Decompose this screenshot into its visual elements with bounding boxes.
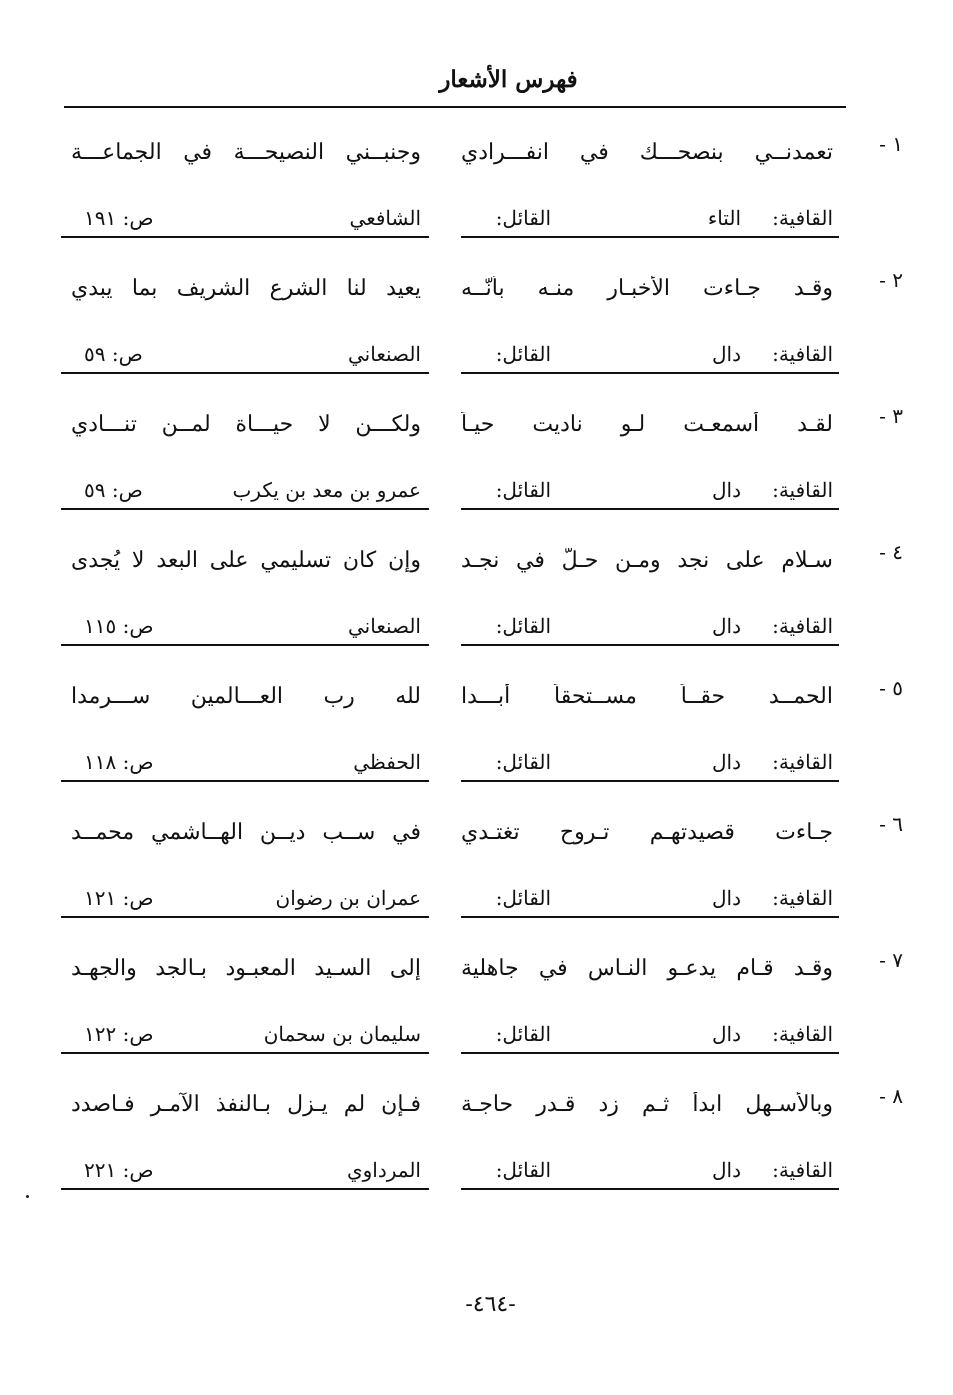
page-reference: ص: ٢٢١ [84, 1158, 154, 1182]
entry-divider-left [61, 644, 429, 646]
poet-label: القائل: [495, 1158, 551, 1182]
rhyme-label: القافية: [772, 206, 833, 230]
poem-entry [0, 808, 953, 944]
poet-name: سليمان بن سحمان [263, 1022, 421, 1046]
poet-label: القائل: [495, 750, 551, 774]
entry-number: ٧ - [879, 948, 903, 972]
page-reference: ص: ٥٩ [84, 342, 143, 366]
poet-label: القائل: [495, 478, 551, 502]
poet-name: المرداوي [346, 1158, 421, 1182]
page-reference: ص: ١٢٢ [84, 1022, 154, 1046]
poet-name: الصنعاني [347, 614, 421, 638]
entry-divider-right [461, 780, 839, 782]
rhyme-value: دال [712, 750, 741, 774]
entry-number: ٨ - [879, 1084, 903, 1108]
entry-number: ٤ - [879, 540, 903, 564]
rhyme-label: القافية: [772, 750, 833, 774]
page-title: فهرس الأشعار [439, 66, 578, 93]
rhyme-label: القافية: [772, 342, 833, 366]
second-hemistich: يعيد لنا الشرع الشريف بما يبدي [71, 276, 421, 301]
rhyme-label: القافية: [772, 1158, 833, 1182]
rhyme-value: دال [712, 1022, 741, 1046]
poem-entry [0, 944, 953, 1080]
entry-divider-right [461, 916, 839, 918]
poet-label: القائل: [495, 342, 551, 366]
second-hemistich: لله رب العـــالمين ســـرمدا [71, 684, 421, 709]
poet-label: القائل: [495, 614, 551, 638]
page-reference: ص: ٥٩ [84, 478, 143, 502]
rhyme-value: دال [712, 886, 741, 910]
poem-entry [0, 1080, 953, 1216]
print-speck [26, 1195, 29, 1198]
first-hemistich: الحمــد حقــاً مســتحقاً أبـــدا [461, 684, 833, 709]
second-hemistich: وجنبــني النصيحـــة في الجماعـــة [71, 140, 421, 165]
page-number: -٤٦٤- [465, 1292, 516, 1317]
entry-number: ٣ - [879, 404, 903, 428]
first-hemistich: تعمدنــي بنصحـــك في انفـــرادي [461, 140, 833, 165]
entry-number: ٦ - [879, 812, 903, 836]
rhyme-label: القافية: [772, 886, 833, 910]
page-reference: ص: ١١٨ [84, 750, 154, 774]
rhyme-value: دال [712, 1158, 741, 1182]
poem-entry [0, 672, 953, 808]
entry-divider-left [61, 372, 429, 374]
poem-entry [0, 400, 953, 536]
first-hemistich: وقـد قـام يدعـو النـاس في جاهلية [461, 956, 833, 981]
page-reference: ص: ١٩١ [84, 206, 154, 230]
second-hemistich: وإن كان تسليمي على البعد لا يُجدى [71, 548, 421, 573]
rhyme-label: القافية: [772, 478, 833, 502]
entry-divider-left [61, 1188, 429, 1190]
entry-divider-right [461, 508, 839, 510]
rhyme-value: دال [712, 478, 741, 502]
entry-number: ٥ - [879, 676, 903, 700]
poet-name: الحفظي [353, 750, 421, 774]
poem-entry [0, 536, 953, 672]
entry-divider-right [461, 1188, 839, 1190]
first-hemistich: وقـد جـاءت الأخبـار منـه بأنّــه [461, 276, 833, 301]
poet-label: القائل: [495, 1022, 551, 1046]
poet-name: عمران بن رضوان [275, 886, 421, 910]
rhyme-value: التاء [707, 206, 741, 230]
second-hemistich: ولكـــن لا حيـــاة لمــن تنـــادي [71, 412, 421, 437]
entry-divider-right [461, 236, 839, 238]
entry-number: ٢ - [879, 268, 903, 292]
second-hemistich: إلى السـيد المعبـود بـالجد والجهـد [71, 956, 421, 981]
first-hemistich: لقـد أسمعـت لـو ناديت حيـاً [461, 412, 833, 437]
poet-name: الشافعي [349, 206, 421, 230]
page-reference: ص: ١٢١ [84, 886, 154, 910]
poet-name: الصنعاني [347, 342, 421, 366]
poem-entry [0, 128, 953, 264]
rhyme-value: دال [712, 342, 741, 366]
second-hemistich: فـإن لم يـزل بـالنفذ الآمـر فـاصدد [71, 1092, 421, 1117]
poet-label: القائل: [495, 886, 551, 910]
rhyme-label: القافية: [772, 1022, 833, 1046]
first-hemistich: جـاءت قصيدتهـم تـروح تغتـدي [461, 820, 833, 845]
second-hemistich: في ســب ديــن الهــاشمي محمــد [71, 820, 421, 845]
entry-divider-left [61, 1052, 429, 1054]
entry-number: ١ - [879, 132, 903, 156]
rhyme-value: دال [712, 614, 741, 638]
entry-divider-left [61, 236, 429, 238]
header-divider [64, 106, 846, 108]
poet-name: عمرو بن معد بن يكرب [232, 478, 421, 502]
entry-divider-right [461, 372, 839, 374]
rhyme-label: القافية: [772, 614, 833, 638]
poem-entry [0, 264, 953, 400]
entry-divider-left [61, 508, 429, 510]
entry-divider-left [61, 780, 429, 782]
poet-label: القائل: [495, 206, 551, 230]
entry-divider-right [461, 1052, 839, 1054]
entry-divider-left [61, 916, 429, 918]
page-reference: ص: ١١٥ [84, 614, 154, 638]
first-hemistich: سـلام على نجد ومـن حـلّ في نجـد [461, 548, 833, 573]
first-hemistich: وبالأسـهل ابدأ ثـم زد قـدر حاجـة [461, 1092, 833, 1117]
entry-divider-right [461, 644, 839, 646]
